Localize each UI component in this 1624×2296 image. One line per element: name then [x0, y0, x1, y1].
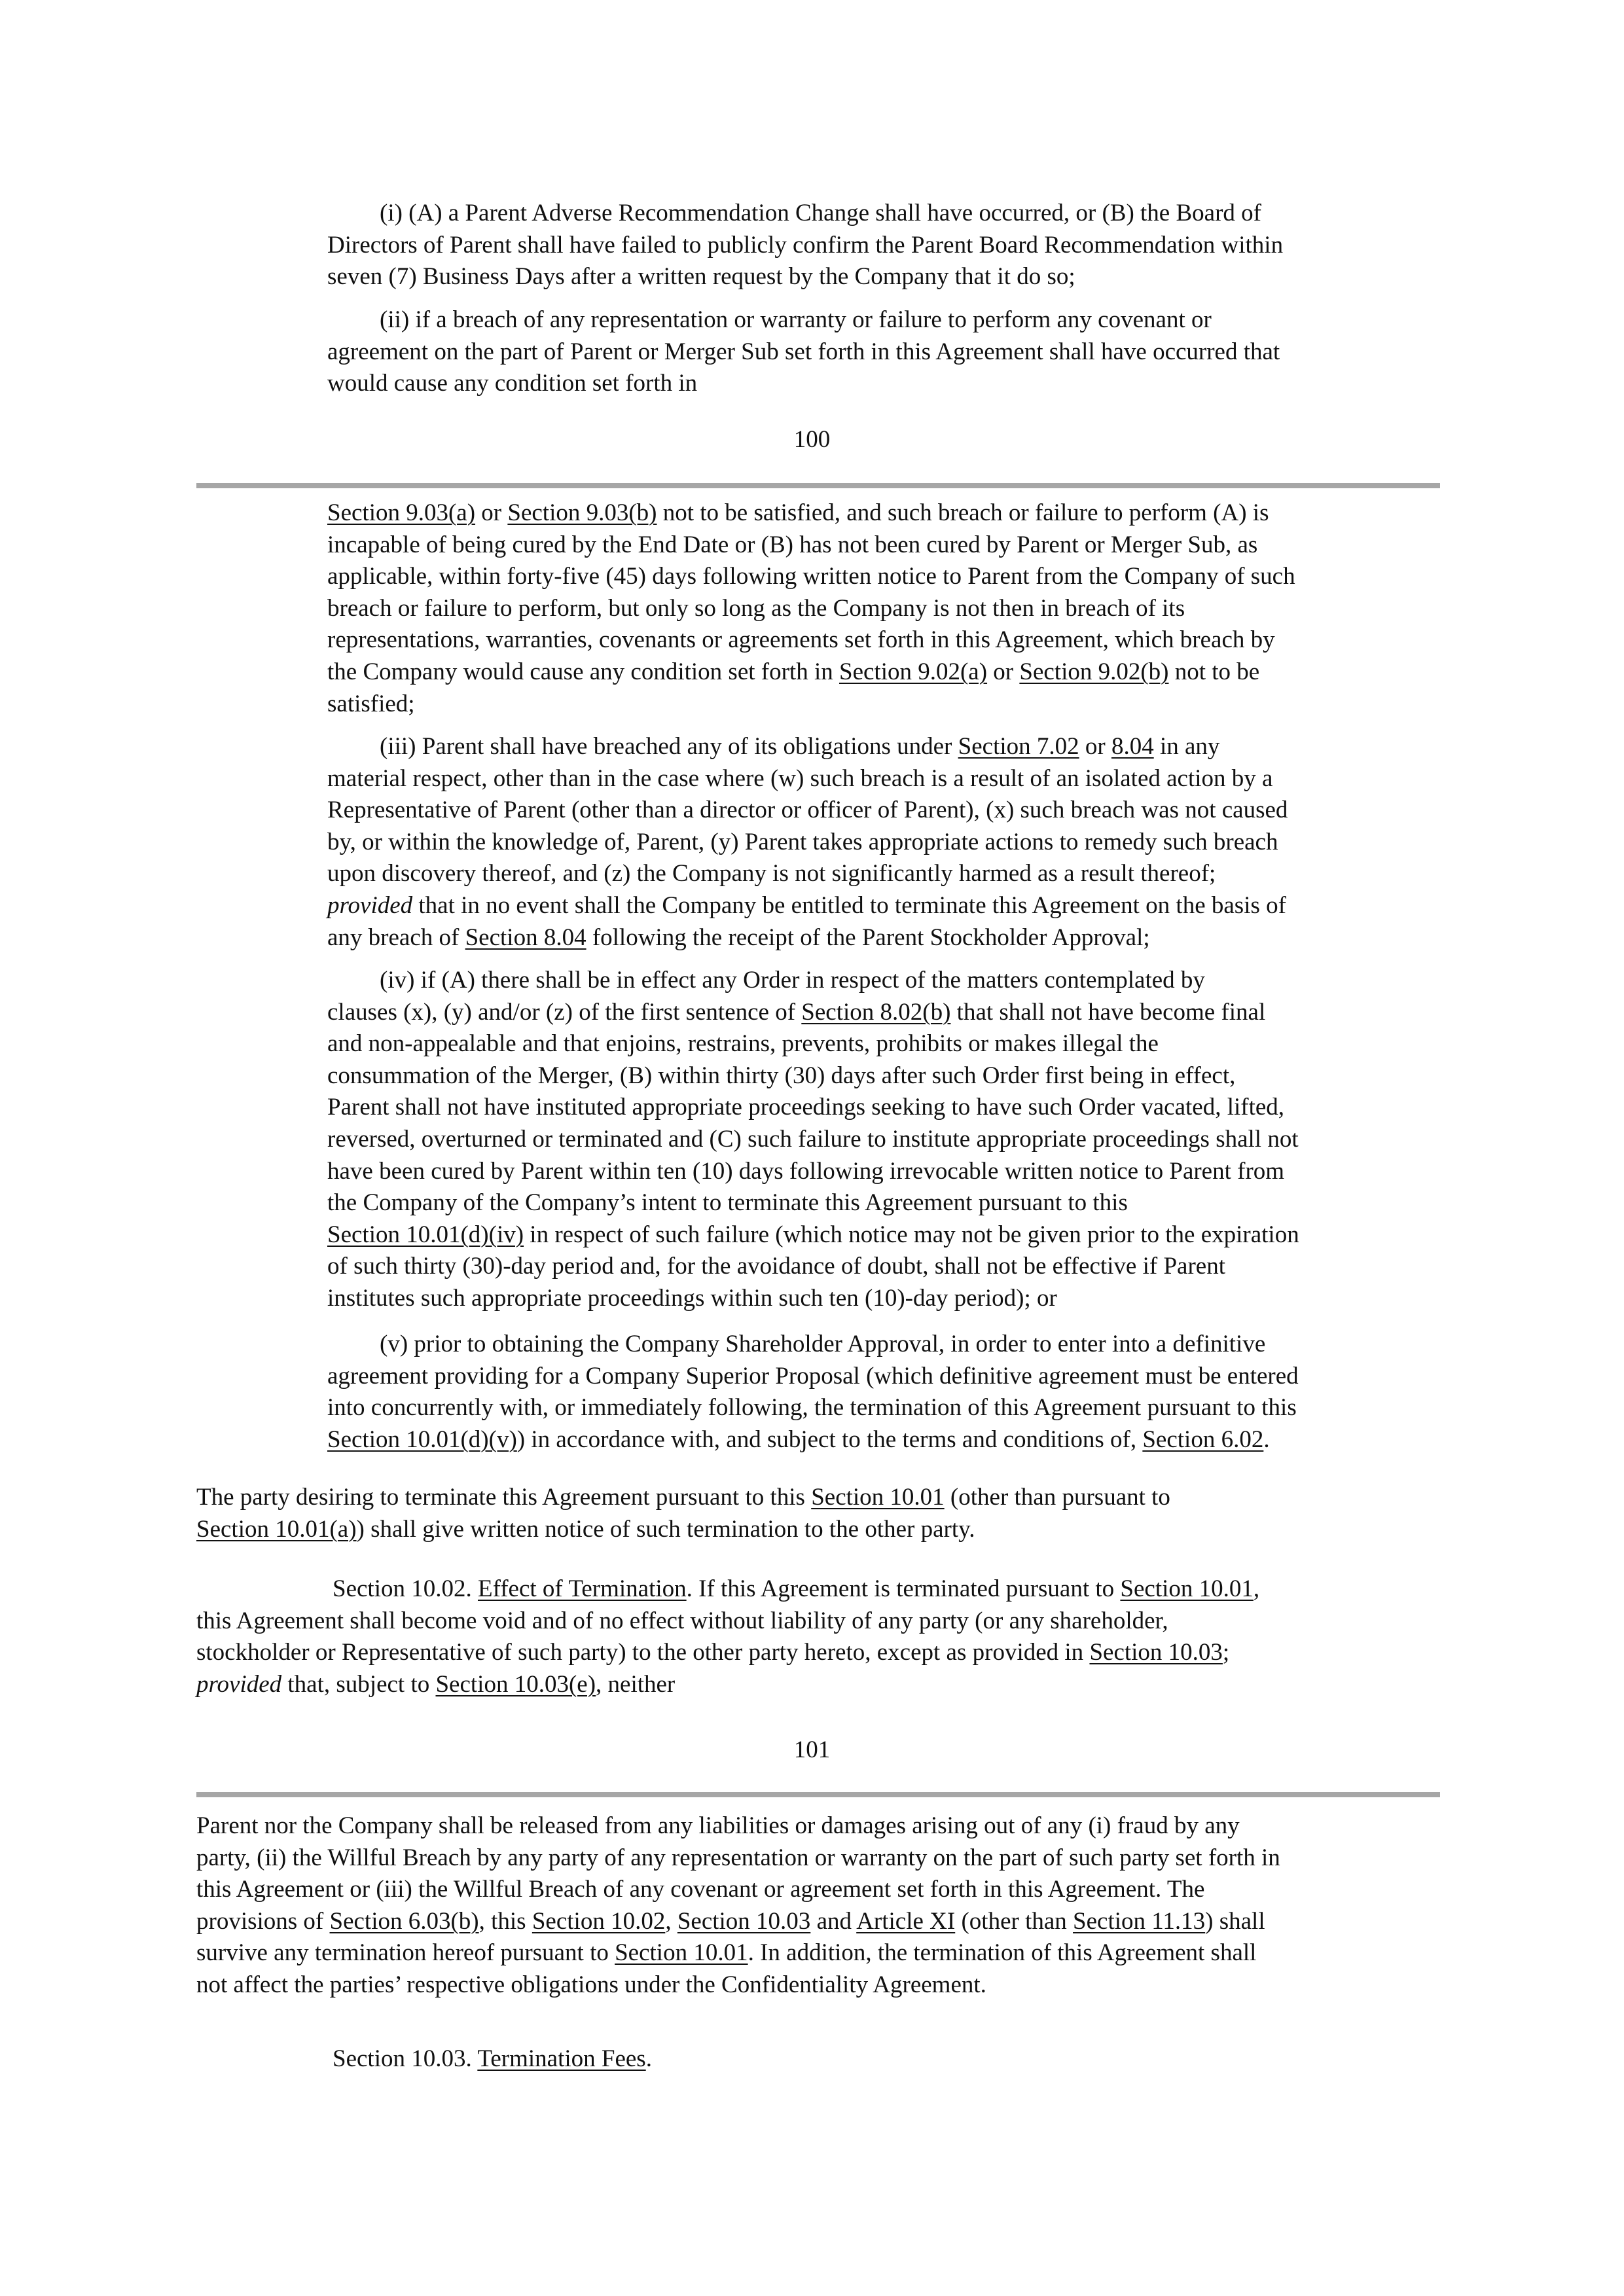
text-run: , this: [478, 1907, 532, 1935]
clause-v: [327, 1329, 1440, 1456]
text-line: [327, 965, 1440, 997]
text-run: Parent shall not have instituted appropriate proceedings seeking to have such Order vacated, lifted,: [327, 1094, 1285, 1121]
text-line: [327, 368, 1440, 400]
text-run: into concurrently with, or immediately following, the termination of this Agreement pursuant to this: [327, 1394, 1297, 1422]
text-line: [196, 1906, 1440, 1938]
text-run: (iii) Parent shall have breached any of its obligations under: [380, 733, 958, 760]
text-run: representations, warranties, covenants or agreements set forth in this Agreement, which breach by: [327, 626, 1275, 654]
text-line: [327, 1092, 1440, 1124]
text-line: [327, 1156, 1440, 1188]
text-run: would cause any condition set forth in: [327, 370, 698, 397]
text-run: . If this Agreement is terminated pursuant to: [686, 1575, 1121, 1602]
text-line: [327, 689, 1440, 721]
text-line: [196, 1637, 1440, 1669]
text-run: Representative of Parent (other than a director or officer of Parent), (x) such breach was not caused: [327, 797, 1288, 824]
text-line: [327, 656, 1440, 689]
text-run: consummation of the Merger, (B) within thirty (30) days after such Order first being in effect,: [327, 1062, 1236, 1089]
text-line: [196, 1482, 1440, 1514]
text-line: [196, 1842, 1440, 1874]
cross-reference-link: Section 9.02(a): [839, 658, 988, 685]
text-run: The party desiring to terminate this Agreement pursuant to this: [196, 1484, 812, 1511]
cross-reference-link: Section 10.01: [615, 1939, 748, 1967]
text-run: and: [810, 1907, 857, 1935]
text-run: provisions of: [196, 1907, 330, 1935]
text-run: (i) (A) a Parent Adverse Recommendation Change shall have occurred, or (B) the Board of: [380, 200, 1261, 226]
text-line: [327, 1219, 1440, 1251]
clause-ii-continued: [327, 497, 1440, 720]
cross-reference-link: Section 9.03(b): [507, 499, 657, 526]
text-run: (iv) if (A) there shall be in effect any Order in respect of the matters contemplated by: [380, 967, 1205, 994]
cross-reference-link: Section 8.02(b): [801, 998, 951, 1026]
text-run: the Company of the Company’s intent to terminate this Agreement pursuant to this: [327, 1189, 1128, 1217]
text-run: (v) prior to obtaining the Company Shareholder Approval, in order to enter into a definitive: [380, 1331, 1266, 1357]
clause-i: [327, 198, 1440, 293]
text-line: [196, 1669, 1440, 1701]
text-line: [327, 336, 1440, 368]
text-line: [327, 1361, 1440, 1393]
text-run: the Company would cause any condition set forth in: [327, 658, 839, 685]
text-run: that, subject to: [281, 1670, 436, 1698]
text-run: clauses (x), (y) and/or (z) of the first sentence of: [327, 998, 802, 1026]
text-line: [196, 1937, 1440, 1969]
text-line: [327, 827, 1440, 859]
cross-reference-link: Section 6.03(b): [329, 1907, 479, 1935]
text-run: this Agreement or (iii) the Willful Breach of any covenant or agreement set forth in this Agreement. The: [196, 1876, 1205, 1903]
text-run: (other than pursuant to: [944, 1484, 1170, 1511]
text-run: survive any termination hereof pursuant to: [196, 1939, 615, 1967]
text-run: Parent nor the Company shall be released from any liabilities or damages arising out of any (i) fraud by any: [196, 1812, 1240, 1839]
text-run: ,: [1253, 1575, 1260, 1602]
text-run: (other than: [955, 1907, 1074, 1935]
text-line: [327, 1283, 1440, 1315]
cross-reference-link: Section 11.13: [1073, 1907, 1206, 1935]
text-run: stockholder or Representative of such party) to the other party hereto, except as provided in: [196, 1639, 1090, 1666]
cross-reference-link: Effect of Termination: [477, 1575, 687, 1602]
clause-iv: [327, 965, 1440, 1315]
text-run: .: [645, 2045, 652, 2072]
text-line: [327, 1187, 1440, 1219]
cross-reference-link: Section 6.02: [1142, 1426, 1264, 1453]
cross-reference-link: Section 10.03: [1089, 1639, 1223, 1666]
text-run: Directors of Parent shall have failed to publicly confirm the Parent Board Recommendation within: [327, 231, 1284, 259]
text-run: ,: [665, 1907, 677, 1935]
text-run: this Agreement shall become void and of no effect without liability of any party (or any shareholder,: [196, 1607, 1168, 1634]
text-run: institutes such appropriate proceedings within such ten (10)-day period); or: [327, 1284, 1057, 1312]
text-run: applicable, within forty-five (45) days following written notice to Parent from the Company of such: [327, 563, 1295, 590]
text-line: [327, 624, 1440, 656]
text-line: [327, 1060, 1440, 1092]
text-line: [327, 1392, 1440, 1424]
text-run: satisfied;: [327, 690, 415, 717]
text-run: incapable of being cured by the End Date or (B) has not been cured by Parent or Merger Sub, as: [327, 531, 1258, 558]
text-line: [327, 1124, 1440, 1156]
italic-term: provided: [327, 891, 413, 919]
text-line: [196, 1874, 1440, 1906]
text-run: breach or failure to perform, but only so long as the Company is not then in breach of its: [327, 594, 1185, 622]
text-run: following the receipt of the Parent Stockholder Approval;: [586, 924, 1150, 951]
text-run: or: [1079, 733, 1111, 760]
text-line: [327, 1424, 1440, 1456]
clause-iii: [327, 731, 1440, 954]
text-run: ) in accordance with, and subject to the terms and conditions of,: [516, 1426, 1143, 1453]
text-run: and non-appealable and that enjoins, restrains, prevents, prohibits or makes illegal the: [327, 1030, 1159, 1058]
cross-reference-link: Section 9.03(a): [327, 499, 476, 526]
text-run: .: [1263, 1426, 1270, 1453]
text-run: party, (ii) the Willful Breach by any party of any representation or warranty on the part of such party set forth in: [196, 1844, 1280, 1871]
text-run: in any: [1153, 733, 1220, 760]
text-run: not to be: [1168, 658, 1260, 685]
section-10-02-paragraph: [196, 1573, 1440, 1700]
text-run: Section 10.02.: [333, 1575, 478, 1602]
text-line: [196, 1810, 1440, 1842]
page-break-divider: [196, 1792, 1440, 1797]
text-run: have been cured by Parent within ten (10) days following irrevocable written notice to Parent from: [327, 1157, 1285, 1185]
text-run: in respect of such failure (which notice may not be given prior to the expiration: [524, 1221, 1299, 1248]
text-line: [327, 529, 1440, 562]
text-run: ;: [1222, 1639, 1230, 1666]
cross-reference-link: Section 10.01: [1120, 1575, 1254, 1602]
cross-reference-link: Section 10.01(d)(iv): [327, 1221, 524, 1248]
text-line: [327, 497, 1440, 529]
text-line: [327, 1251, 1440, 1283]
page-break-divider: [196, 483, 1440, 488]
cross-reference-link: Section 7.02: [958, 733, 1079, 760]
cross-reference-link: Section 10.03(e): [435, 1670, 596, 1698]
text-run: . In addition, the termination of this Agreement shall: [748, 1939, 1257, 1967]
text-run: reversed, overturned or terminated and (C) such failure to institute appropriate proceedings shall not: [327, 1125, 1299, 1153]
text-line: [327, 1028, 1440, 1060]
text-line: [196, 2043, 1440, 2075]
text-line: [327, 561, 1440, 593]
text-run: by, or within the knowledge of, Parent, (y) Parent takes appropriate actions to remedy such breach: [327, 828, 1278, 855]
section-10-03-heading: [196, 2043, 1440, 2075]
text-run: that shall not have become final: [950, 998, 1266, 1026]
text-run: any breach of: [327, 924, 465, 951]
italic-term: provided: [196, 1670, 282, 1698]
text-run: agreement on the part of Parent or Merger Sub set forth in this Agreement shall have occurred that: [327, 338, 1280, 365]
text-line: [327, 890, 1440, 922]
text-line: [327, 261, 1440, 293]
text-line: [327, 922, 1440, 954]
text-line: [327, 1329, 1440, 1361]
termination-notice-paragraph: [196, 1482, 1440, 1545]
text-run: ) shall: [1205, 1907, 1265, 1935]
text-line: [327, 198, 1440, 230]
clause-ii: [327, 304, 1440, 400]
cross-reference-link: Article XI: [856, 1907, 956, 1935]
page-number: 101: [793, 1736, 831, 1763]
cross-reference-link: Section 10.01: [811, 1484, 945, 1511]
text-line: [196, 1969, 1440, 2001]
text-line: [327, 593, 1440, 625]
section-10-02-continued: [196, 1810, 1440, 2001]
text-run: or: [987, 658, 1020, 685]
text-run: (ii) if a breach of any representation or warranty or failure to perform any covenant or: [380, 306, 1212, 333]
text-run: that in no event shall the Company be entitled to terminate this Agreement on the basis of: [412, 891, 1286, 919]
text-run: Section 10.03.: [333, 2045, 478, 2072]
text-run: upon discovery thereof, and (z) the Company is not significantly harmed as a result thereof;: [327, 860, 1216, 888]
text-run: not to be satisfied, and such breach or failure to perform (A) is: [657, 499, 1269, 526]
text-line: [327, 230, 1440, 262]
text-run: ) shall give written notice of such termination to the other party.: [356, 1515, 975, 1543]
cross-reference-link: Section 9.02(b): [1019, 658, 1169, 685]
text-run: material respect, other than in the case where (w) such breach is a result of an isolated action by a: [327, 764, 1273, 792]
text-line: [327, 795, 1440, 827]
text-line: [327, 304, 1440, 336]
text-line: [327, 763, 1440, 795]
cross-reference-link: Section 10.02: [532, 1907, 666, 1935]
text-run: , neither: [596, 1670, 676, 1698]
text-line: [327, 997, 1440, 1029]
text-run: agreement providing for a Company Superior Proposal (which definitive agreement must be entered: [327, 1362, 1299, 1390]
cross-reference-link: Section 10.01(a): [196, 1515, 357, 1543]
text-line: [327, 731, 1440, 763]
cross-reference-link: Termination Fees: [477, 2045, 646, 2072]
cross-reference-link: Section 10.03: [677, 1907, 811, 1935]
cross-reference-link: Section 10.01(d)(v): [327, 1426, 517, 1453]
cross-reference-link: Section 8.04: [465, 924, 586, 951]
text-line: [327, 858, 1440, 890]
text-run: not affect the parties’ respective obligations under the Confidentiality Agreement.: [196, 1971, 986, 1998]
text-line: [196, 1514, 1440, 1546]
text-line: [196, 1573, 1440, 1605]
cross-reference-link: 8.04: [1111, 733, 1154, 760]
text-line: [196, 1605, 1440, 1638]
text-run: seven (7) Business Days after a written request by the Company that it do so;: [327, 263, 1075, 291]
text-run: or: [475, 499, 508, 526]
page-number: 100: [793, 426, 831, 453]
text-run: of such thirty (30)-day period and, for the avoidance of doubt, shall not be effective if Parent: [327, 1253, 1225, 1280]
